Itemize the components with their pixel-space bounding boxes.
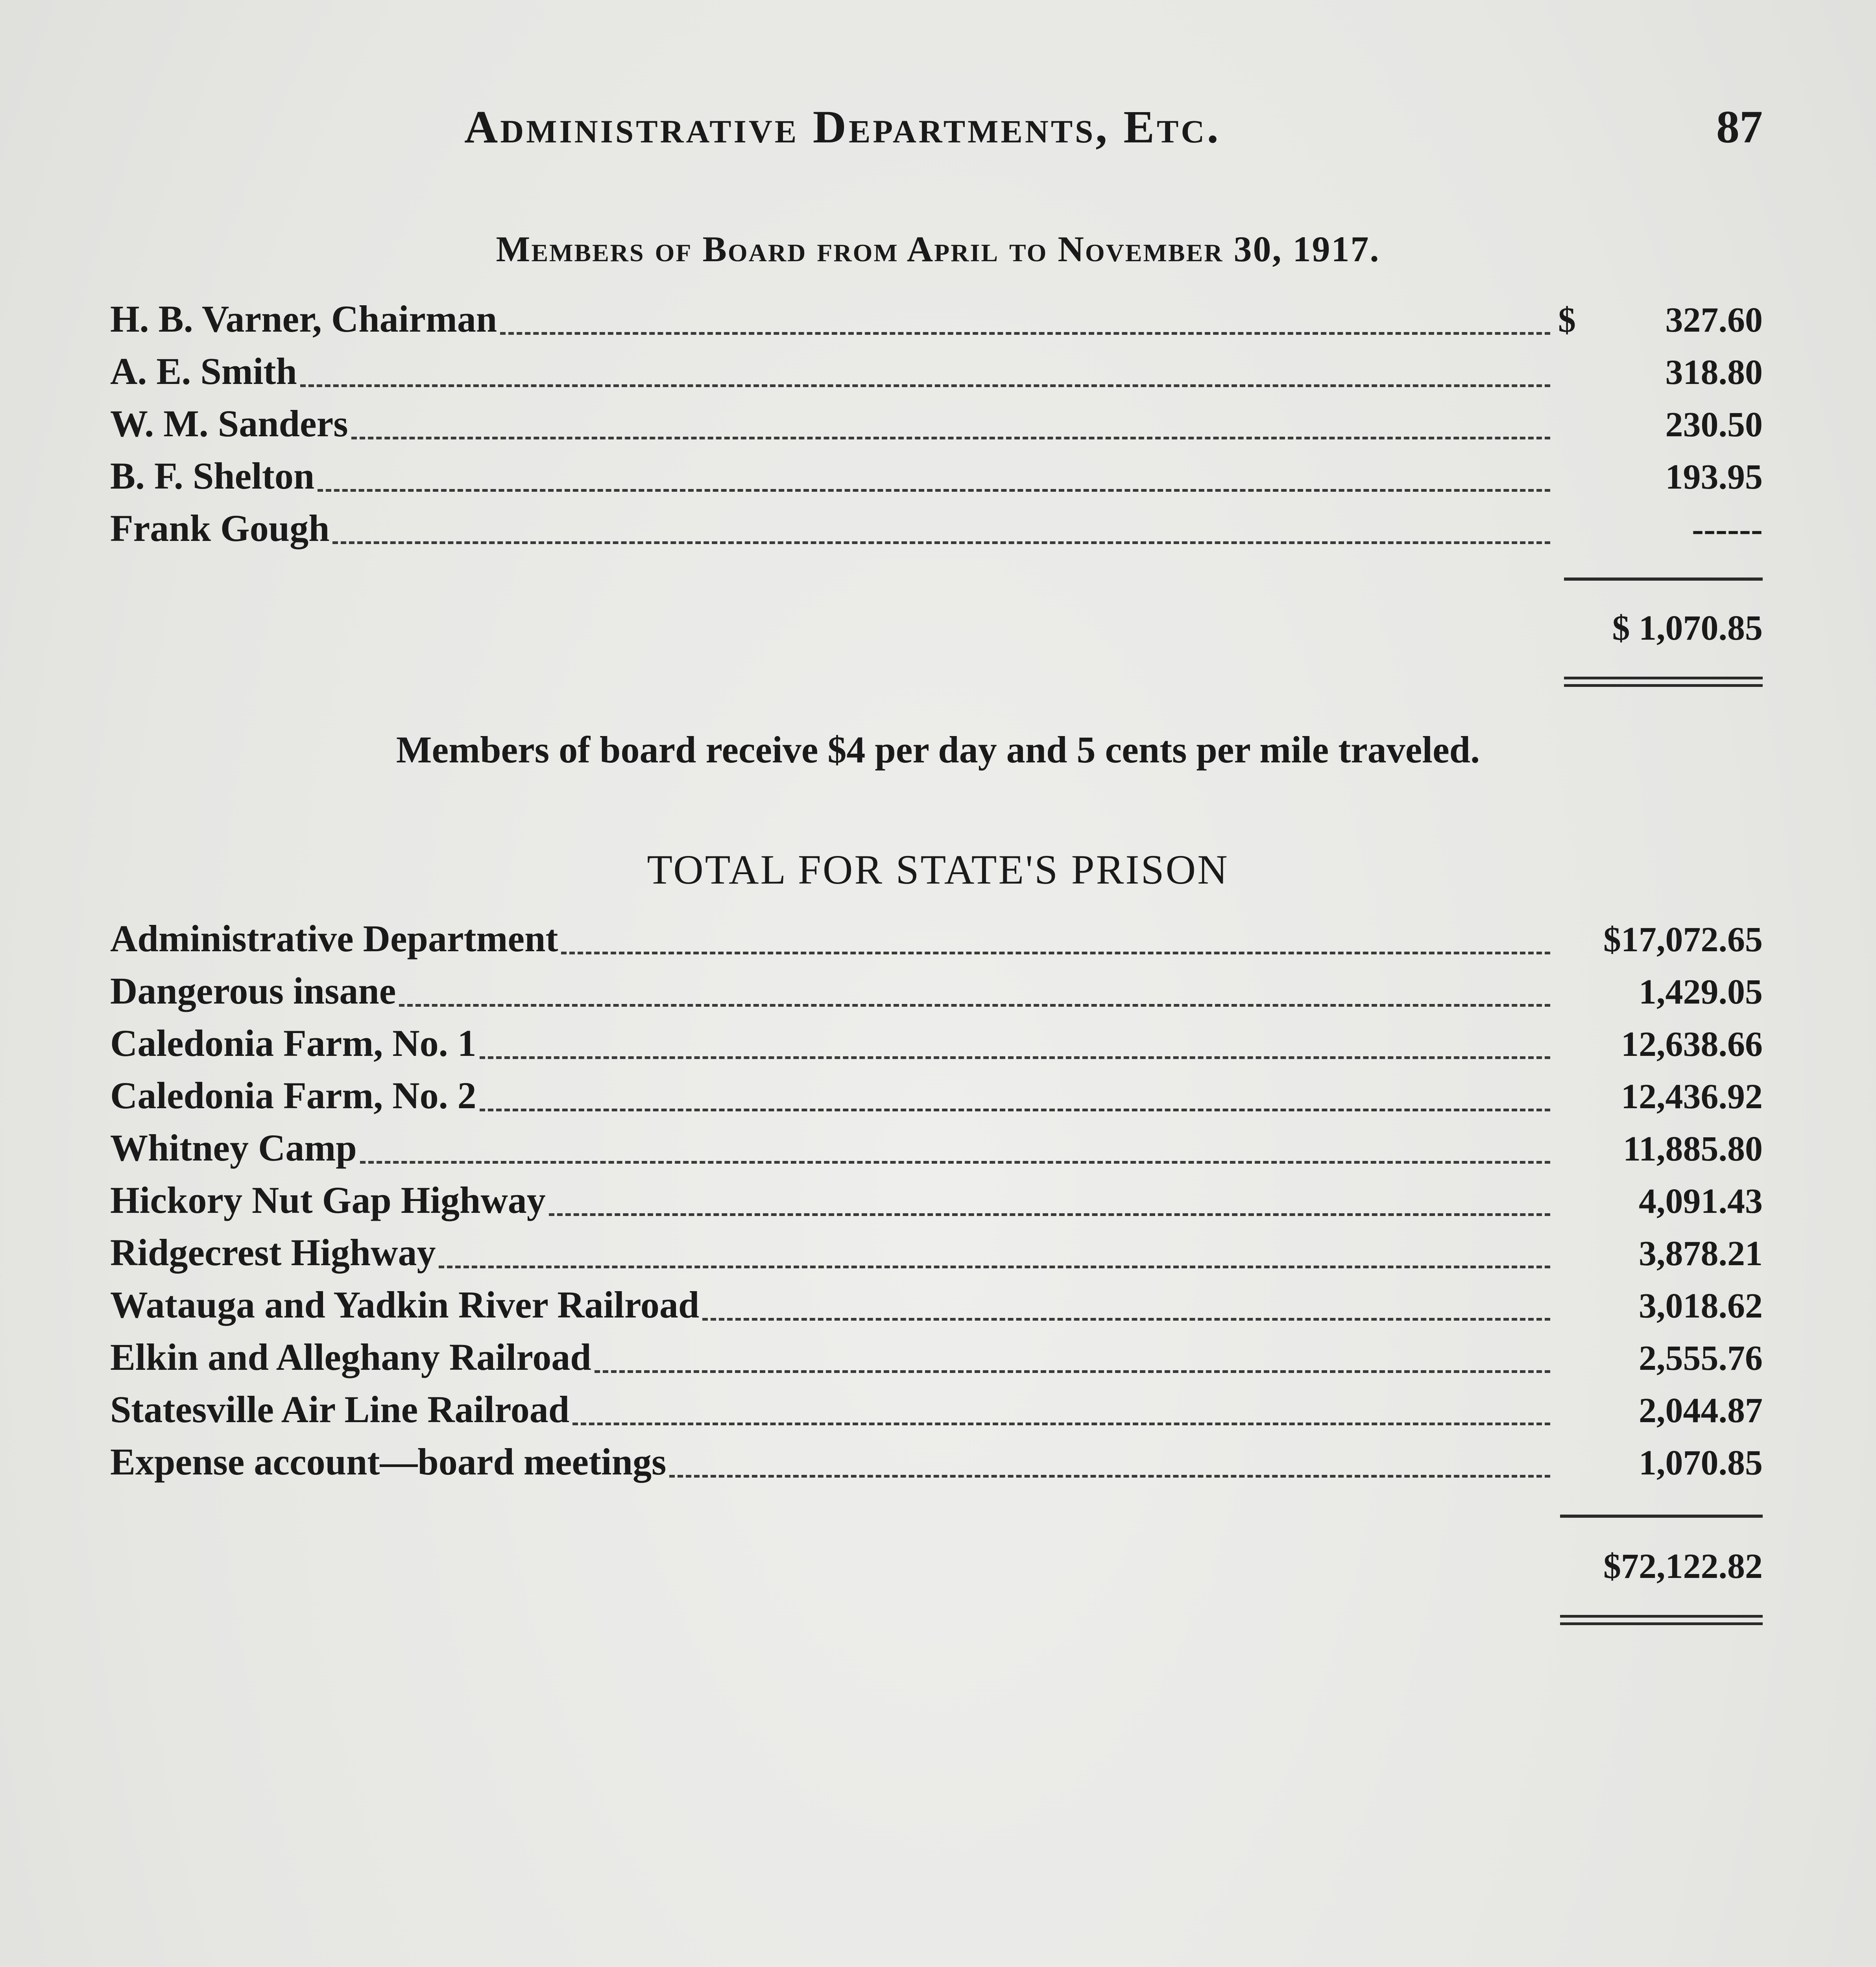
item-amount: 1,070.85 xyxy=(1639,1443,1763,1482)
dot-leader xyxy=(500,332,1550,335)
ledger-row xyxy=(110,349,1763,402)
item-amount: 11,885.80 xyxy=(1623,1129,1763,1168)
item-amount: 3,018.62 xyxy=(1639,1286,1763,1325)
member-name: Frank Gough xyxy=(110,507,330,549)
dot-leader xyxy=(332,541,1550,544)
ledger-row xyxy=(110,1126,1763,1178)
item-amount: 2,044.87 xyxy=(1639,1391,1763,1430)
dot-leader xyxy=(399,1004,1550,1007)
item-name: Dangerous insane xyxy=(110,970,396,1012)
ledger-row xyxy=(110,297,1763,349)
item-amount: 3,878.21 xyxy=(1639,1234,1763,1273)
dot-leader xyxy=(360,1161,1550,1164)
member-name: W. M. Sanders xyxy=(110,402,348,445)
board-total: $ 1,070.85 xyxy=(1612,609,1763,648)
total-double-rule xyxy=(1560,1615,1763,1625)
item-name: Elkin and Alleghany Railroad xyxy=(110,1336,591,1378)
dot-leader xyxy=(572,1423,1550,1425)
item-amount: 12,638.66 xyxy=(1621,1025,1763,1064)
member-amount xyxy=(1558,300,1763,340)
total-double-rule xyxy=(1564,677,1763,687)
page-number: 87 xyxy=(1716,101,1763,153)
item-name: Watauga and Yadkin River Railroad xyxy=(110,1284,700,1326)
board-pay-note: Members of board receive $4 per day and 5 cents per mile traveled. xyxy=(396,729,1480,771)
ledger-row xyxy=(110,1388,1763,1440)
ledger-row xyxy=(110,1074,1763,1126)
item-name: Caledonia Farm, No. 2 xyxy=(110,1074,476,1116)
board-members-heading: Members of Board from April to November 30, 1917. xyxy=(496,229,1380,269)
item-amount: 2,555.76 xyxy=(1639,1339,1763,1378)
dot-leader xyxy=(439,1266,1550,1268)
subtotal-rule xyxy=(1560,1515,1763,1518)
board-members-ledger xyxy=(110,297,1763,559)
ledger-row xyxy=(110,454,1763,506)
dot-leader xyxy=(480,1056,1550,1059)
ledger-row xyxy=(110,1440,1763,1492)
item-name: Hickory Nut Gap Highway xyxy=(110,1179,546,1221)
item-name: Ridgecrest Highway xyxy=(110,1231,436,1273)
member-amount-value: 327.60 xyxy=(1665,301,1763,340)
ledger-row xyxy=(110,506,1763,559)
item-name: Caledonia Farm, No. 1 xyxy=(110,1022,476,1064)
ledger-row xyxy=(110,1178,1763,1231)
ledger-row xyxy=(110,1335,1763,1388)
item-name: Administrative Department xyxy=(110,917,558,960)
ledger-row xyxy=(110,1231,1763,1283)
item-amount: $17,072.65 xyxy=(1603,920,1763,959)
ledger-row xyxy=(110,1283,1763,1335)
item-name: Whitney Camp xyxy=(110,1127,357,1169)
ledger-row xyxy=(110,917,1763,969)
dot-leader xyxy=(595,1370,1550,1373)
member-name: B. F. Shelton xyxy=(110,455,315,497)
item-name: Expense account—board meetings xyxy=(110,1441,667,1483)
subtotal-rule xyxy=(1564,578,1763,581)
running-head-title: Administrative Departments, Etc. xyxy=(464,101,1221,153)
dot-leader xyxy=(300,384,1550,387)
member-amount: 230.50 xyxy=(1665,405,1763,444)
prison-ledger xyxy=(110,917,1763,1492)
dot-leader xyxy=(351,437,1550,439)
member-name: A. E. Smith xyxy=(110,350,297,392)
ledger-row xyxy=(110,969,1763,1021)
dot-leader xyxy=(549,1213,1550,1216)
item-amount: 1,429.05 xyxy=(1639,972,1763,1011)
dot-leader xyxy=(702,1318,1550,1321)
dot-leader xyxy=(318,489,1550,492)
prison-total-heading: TOTAL FOR STATE'S PRISON xyxy=(647,847,1229,893)
member-name: H. B. Varner, Chairman xyxy=(110,298,497,340)
ledger-row xyxy=(110,402,1763,454)
dot-leader xyxy=(561,952,1550,954)
running-head xyxy=(110,100,1763,167)
currency-symbol: $ xyxy=(1558,301,1576,340)
item-amount: 4,091.43 xyxy=(1639,1182,1763,1221)
member-amount: 193.95 xyxy=(1665,458,1763,496)
item-amount: 12,436.92 xyxy=(1621,1077,1763,1116)
dot-leader xyxy=(480,1109,1550,1111)
prison-total: $72,122.82 xyxy=(1603,1547,1763,1586)
dot-leader xyxy=(669,1475,1550,1478)
member-amount: ------ xyxy=(1692,510,1763,549)
member-amount: 318.80 xyxy=(1665,353,1763,392)
ledger-row xyxy=(110,1021,1763,1074)
item-name: Statesville Air Line Railroad xyxy=(110,1388,570,1430)
